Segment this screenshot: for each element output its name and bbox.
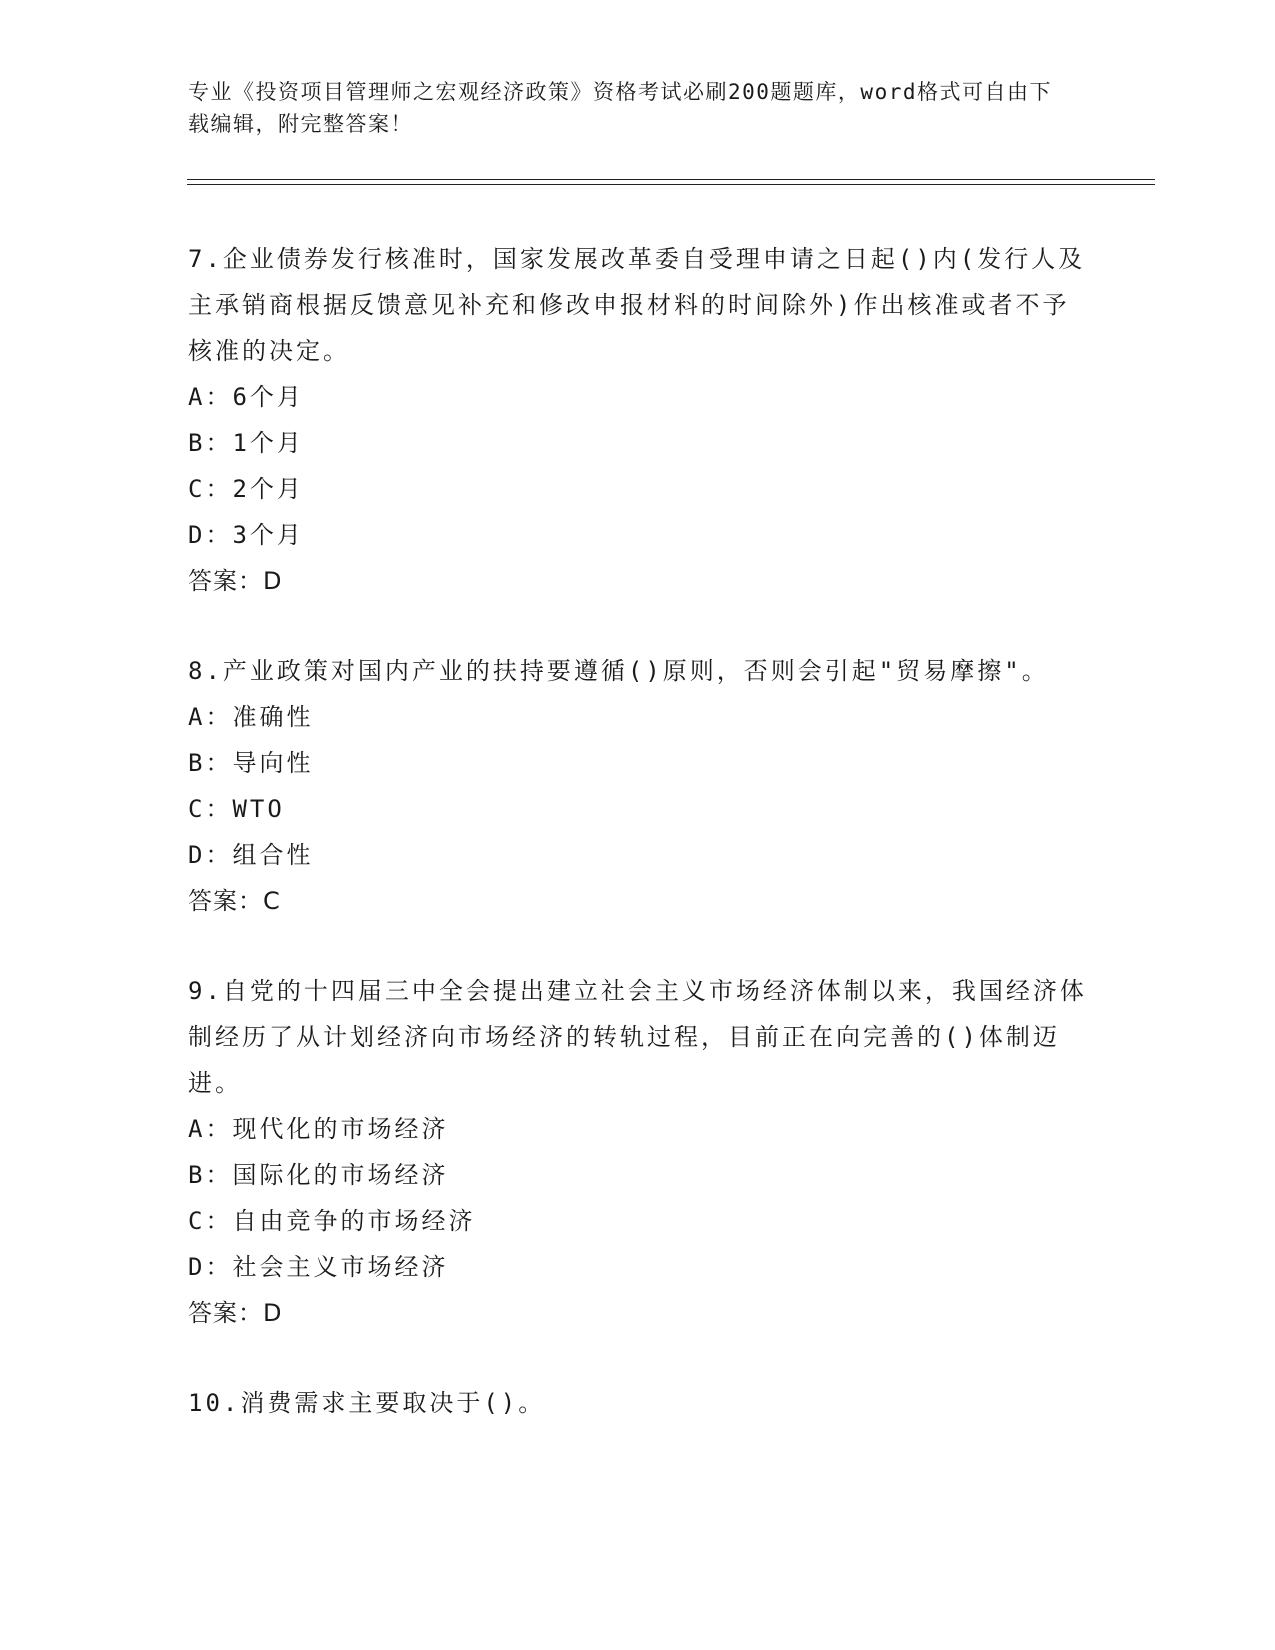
option-b: B：1个月 bbox=[188, 429, 304, 457]
question-9 bbox=[188, 968, 1088, 1336]
header-divider-bottom bbox=[187, 184, 1155, 185]
option-b: B：国际化的市场经济 bbox=[188, 1161, 449, 1189]
question-list bbox=[188, 236, 1088, 1470]
answer: 答案：D bbox=[188, 1299, 283, 1327]
document-header: 专业《投资项目管理师之宏观经济政策》资格考试必刷200题题库，word格式可自由下载编辑，附完整答案！ bbox=[188, 80, 1052, 136]
option-c: C：2个月 bbox=[188, 475, 304, 503]
option-a: A：准确性 bbox=[188, 703, 314, 731]
option-b: B：导向性 bbox=[188, 749, 314, 777]
question-stem: 7.企业债券发行核准时，国家发展改革委自受理申请之日起()内(发行人及主承销商根据反馈意见补充和修改申报材料的时间除外)作出核准或者不予核准的决定。 bbox=[188, 245, 1086, 365]
option-a: A：6个月 bbox=[188, 383, 304, 411]
option-a: A：现代化的市场经济 bbox=[188, 1115, 449, 1143]
question-stem: 9.自党的十四届三中全会提出建立社会主义市场经济体制以来，我国经济体制经历了从计划经济向市场经济的转轨过程，目前正在向完善的()体制迈进。 bbox=[188, 977, 1087, 1097]
question-stem: 10.消费需求主要取决于()。 bbox=[188, 1389, 546, 1417]
answer: 答案：C bbox=[188, 887, 281, 915]
question-7 bbox=[188, 236, 1088, 604]
option-d: D：社会主义市场经济 bbox=[188, 1253, 449, 1281]
option-d: D：组合性 bbox=[188, 841, 314, 869]
answer: 答案：D bbox=[188, 567, 283, 595]
question-stem: 8.产业政策对国内产业的扶持要遵循()原则，否则会引起"贸易摩擦"。 bbox=[188, 657, 1049, 685]
question-10 bbox=[188, 1380, 1088, 1426]
option-d: D：3个月 bbox=[188, 521, 304, 549]
header-divider-top bbox=[187, 179, 1155, 180]
question-8 bbox=[188, 648, 1088, 924]
option-c: C：自由竞争的市场经济 bbox=[188, 1207, 476, 1235]
option-c: C：WTO bbox=[188, 795, 285, 823]
